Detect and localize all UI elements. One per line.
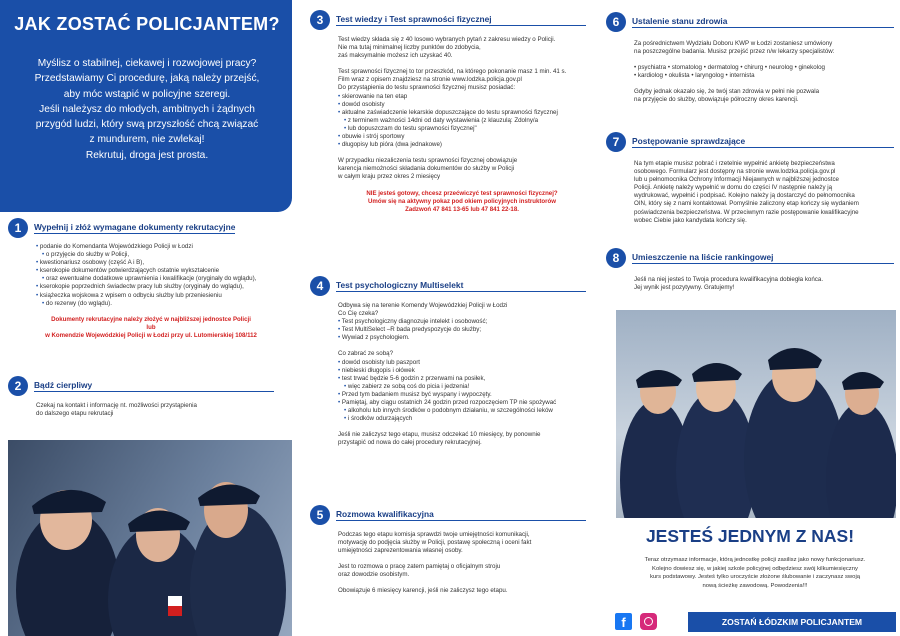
page-title: JAK ZOSTAĆ POLICJANTEM? (14, 14, 280, 34)
hero-line: Przedstawiamy Ci procedurę, jaką należy przejść, (34, 73, 260, 85)
text-line: Co zabrać ze sobą? (338, 350, 394, 358)
step-text (634, 160, 896, 225)
step-number: 5 (310, 505, 330, 525)
hero-line: Jeśli należysz do młodych, ambitnych i żądnych (39, 103, 255, 115)
step-title: Umieszczenie na liście rankingowej (632, 252, 894, 264)
text-line: Film wraz z opisem znajdziesz na stronie www.lodzka.policja.gov.pl (338, 76, 522, 84)
text-line: poświadczenia bezpieczeństwa. W przeciwnym razie postępowanie kwalifikacyjne (634, 208, 859, 216)
step-title: Ustalenie stanu zdrowia (632, 16, 894, 28)
text-line: osobowego. Formularz jest dostępny na stronie www.lodzka.policja.gov.pl (634, 168, 836, 176)
list-item: • z terminem ważności 14dni od daty wystawienia (z klauzulą: Zdolny/a (338, 117, 594, 125)
specialist-chip: • dermatolog (703, 64, 739, 72)
bring-list (338, 359, 594, 424)
note-line: lub (146, 323, 156, 331)
hero-line: przygód ludzi, który swą przyszłość chcą związać (35, 119, 259, 131)
step-8 (606, 248, 896, 292)
text-line: Do przystąpienia do testu sprawności fizycznej musisz posiadać: (338, 84, 516, 92)
step-3 (310, 10, 594, 214)
text-line: przystąpić od nowa do całej procedury rekrutacyjnej. (338, 439, 482, 447)
column-left (0, 0, 300, 636)
list-item: • aktualne zaświadczenie lekarskie dopuszczające do testu sprawności fizycznej (338, 109, 594, 117)
step-number: 3 (310, 10, 330, 30)
list-item: • Przed tym badaniem musisz być wyspany i wypoczęty. (338, 391, 594, 399)
step-title: Rozmowa kwalifikacyjna (336, 509, 586, 521)
officers-illustration (8, 440, 292, 636)
step-6 (606, 12, 896, 105)
text-line: umiejętności zaprezentowania własnej osoby. (338, 547, 463, 555)
text-line: Czekaj na kontakt i informację nt. możliwości przystąpienia (36, 402, 197, 409)
hero-line: aby móc wstąpić w policyjne szeregi. (63, 88, 231, 100)
specialist-chip: • okulista (664, 72, 690, 80)
police-officers-photo-left (8, 440, 292, 636)
join-us-text (614, 556, 896, 590)
text-line: motywację do podjęcia służby w Policji, postawę społeczną i oceni fakt (338, 539, 532, 547)
list-item: • dowód osobisty lub paszport (338, 359, 594, 367)
note-line: Umów się na aktywny pokaz pod okiem policyjnych instruktorów (368, 197, 556, 205)
column-right (600, 0, 900, 636)
list-item: • alkoholu lub innych środków o podobnym działaniu, w szczególności leków (338, 407, 594, 415)
step-number: 2 (8, 376, 28, 396)
list-item: • lub dopuszczam do testu sprawności fizycznej" (338, 125, 594, 133)
text-line: na poszczególne badania. Musisz przejść przez n/w lekarzy specjalistów: (634, 48, 835, 56)
text-line: Test wiedzy składa się z 40 losowo wybranych pytań z zakresu wiedzy o Policji. (338, 36, 556, 43)
note-line: Zadzwoń 47 841 13-65 lub 47 841 22-18. (405, 205, 519, 213)
text-line: Podczas tego etapu komisja sprawdzi twoje umiejętności komunikacji, (338, 531, 530, 538)
text-line: Jest to rozmowa o pracę zatem pamiętaj o oficjalnym stroju (338, 563, 501, 571)
specialist-chip: • ginekolog (794, 64, 825, 72)
specialist-chip: • stomatolog (667, 64, 702, 72)
text-line: oraz dowodzie osobistym. (338, 571, 410, 579)
column-middle (300, 0, 600, 636)
document-list (36, 243, 294, 308)
list-item: • • o przyjęcie do służby w Policji, (36, 251, 294, 259)
text-line: Za pośrednictwem Wydziału Doboru KWP w Łodzi zostaniesz umówiony (634, 40, 833, 47)
step-text (338, 531, 594, 596)
text-line: Nie ma tutaj minimalnej liczby punktów do zdobycia, (338, 44, 481, 52)
text-line: OIN, który się z nami kontaktował. Pomyślnie zaliczony etap kończy się wydaniem (634, 200, 859, 208)
list-item: • • kserokopie dokumentów potwierdzających ostatnie wykształcenie (36, 267, 294, 275)
specialist-chip: • psychiatra (634, 64, 667, 72)
text-line: na przyjęcie do służby, obowiązuje półroczny okres karencji. (634, 96, 799, 104)
step-text (36, 402, 294, 418)
text-line: Na tym etapie musisz pobrać i rzetelnie wypełnić ankietę bezpieczeństwa (634, 160, 835, 167)
specialists-list (634, 64, 896, 80)
specialist-chip: • kardiolog (634, 72, 664, 80)
hero-line: z mundurem, nie zwlekaj! (89, 134, 205, 146)
list-item: • długopisy lub pióra (dwa jednakowe) (338, 141, 594, 149)
facebook-icon[interactable]: f (615, 613, 632, 630)
step-7 (606, 132, 896, 225)
text-line: Co Cię czeka? (338, 310, 379, 318)
note-line: w Komendzie Wojewódzkiej Policji w Łodzi przy ul. Lutomierskiej 108/112 (45, 331, 257, 339)
step-title: Test wiedzy i Test sprawności fizycznej (336, 14, 586, 26)
specialist-chip: • internista (725, 72, 755, 80)
text-line: kurs podstawowy. Jesteś tylko uroczyście złożone ślubowanie i zaczynasz swoją (649, 574, 861, 581)
hero-banner (0, 0, 292, 212)
step-text (338, 36, 594, 182)
specialist-chip: • neurolog (764, 64, 793, 72)
list-item: • więc zabierz ze sobą coś do picia i jedzenia! (338, 383, 594, 391)
requirements-list (338, 93, 594, 150)
step-number: 8 (606, 248, 626, 268)
text-line: Jeśli nie zaliczysz tego etapu, musisz odczekać 10 miesięcy, by ponownie (338, 431, 541, 439)
text-line: karencja niemożności składania dokumentów do służby w Policji (338, 165, 515, 173)
step-title: Postępowanie sprawdzające (632, 136, 894, 148)
list-item: • Wywiad z psychologiem. (338, 334, 594, 342)
text-line: zaś maksymalnie możesz ich uzyskać 40. (338, 52, 453, 60)
text-line: wobec Ciebie jako kandydata kończy się. (634, 216, 747, 224)
training-note (330, 190, 594, 214)
list-item: • niebieski długopis i ołówek (338, 367, 594, 375)
step-title: Wypełnij i złóż wymagane dokumenty rekrutacyjne (34, 222, 236, 232)
text-line: lub u pełnomocnika Ochrony Informacji Niejawnych w najbliższej jednostce (634, 176, 839, 184)
submission-note (8, 316, 294, 340)
text-line: Test sprawności fizycznej to tor przeszkód, na którego pokonanie masz 1 min. 41 s. (338, 68, 567, 76)
specialist-chip: • laryngolog (691, 72, 724, 80)
list-item: • obuwie i strój sportowy (338, 133, 594, 141)
list-item: • Test psychologiczny diagnozuje intelekt i osobowość; (338, 318, 594, 326)
text-line: Kolejno dowiesz się, w jakiej szkole policyjnej odbędziesz swój kilkumiesięczny (652, 565, 858, 572)
step-title: Bądź cierpliwy (34, 380, 274, 392)
specialist-chip: • chirurg (740, 64, 764, 72)
step-text (634, 276, 896, 292)
text-line: do dalszego etapu rekrutacji (36, 410, 114, 418)
text-line: nową ścieżkę zawodową. Powodzenia!!! (702, 582, 808, 589)
list-item: • • do rezerwy (do wglądu). (36, 300, 294, 308)
footer-slogan: ZOSTAŃ ŁÓDZKIM POLICJANTEM (688, 612, 896, 632)
step-2 (8, 376, 294, 418)
footer (600, 612, 900, 636)
list-item: • • podanie do Komendanta Wojewódzkiego Policji w Łodzi (36, 243, 294, 251)
instagram-icon[interactable] (640, 613, 657, 630)
test-list (338, 318, 594, 342)
hero-line: Myślisz o stabilnej, ciekawej i rozwojowej pracy? (37, 58, 257, 69)
hero-text (10, 56, 284, 163)
text-line: Gdyby jednak okazało się, że twój stan zdrowia w pełni nie pozwala (634, 88, 820, 96)
list-item: • • kwestionariusz osobowy (część A i B), (36, 259, 294, 267)
text-line: w całym kraju przez okres 2 miesięcy (338, 173, 441, 181)
note-line: Dokumenty rekrutacyjne należy złożyć w najbliższej jednostce Policji (51, 315, 251, 323)
step-text (338, 302, 594, 448)
note-line: NIE jesteś gotowy, chcesz przećwiczyć test sprawności fizycznej? (366, 189, 558, 197)
list-item: • • książeczka wojskowa z wpisem o odbyciu służby lub przeniesieniu (36, 292, 294, 300)
text-line: Teraz otrzymasz informacje, którą jednostkę policji zasilisz jako nowy funkcjonariusz. (644, 557, 866, 563)
list-item: • • oraz ewentualne dodatkowe uprawnienia i kwalifikacje (oryginały do wglądu), (36, 275, 294, 283)
join-us-heading: JESTEŚ JEDNYM Z NAS! (645, 526, 855, 546)
step-5 (310, 505, 594, 596)
step-text (634, 40, 896, 105)
officers-illustration (616, 310, 896, 518)
list-item: • • kserokopie poprzednich świadectw pracy lub służby (oryginały do wglądu), (36, 283, 294, 291)
step-number: 6 (606, 12, 626, 32)
step-number: 1 (8, 218, 28, 238)
text-line: W przypadku niezaliczenia testu sprawności fizycznej obowiązuje (338, 157, 518, 165)
list-item: • Pamiętaj, aby ciągu ostatnich 24 godzin przed rozpoczęciem TP nie spożywać (338, 399, 594, 407)
hero-line: Rekrutuj, droga jest prosta. (85, 149, 209, 161)
step-number: 7 (606, 132, 626, 152)
step-number: 4 (310, 276, 330, 296)
police-officers-photo-right (616, 310, 896, 518)
text-line: Jej wynik jest pozytywny. Gratujemy! (634, 284, 735, 292)
list-item: • test trwać będzie 5-6 godzin z przerwami na posiłek, (338, 375, 594, 383)
text-line: Policji. Ankietę należy wypełnić w domu do części IV następnie należy ją (634, 184, 833, 192)
text-line: Odbywa się na terenie Komendy Wojewódzkiej Policji w Łodzi (338, 302, 508, 309)
step-title: Test psychologiczny Multiselekt (336, 280, 586, 292)
text-line: wydrukować, wypełnić i podpisać. Kolejno należy ją dostarczyć do pełnomocnika (634, 192, 855, 200)
list-item: • dowód osobisty (338, 101, 594, 109)
text-line: Jeśli na niej jesteś to Twoja procedura kwalifikacyjna dobiegła końca. (634, 276, 824, 283)
list-item: • Test MultiSelect –R bada predyspozycje do służby; (338, 326, 594, 334)
list-item: • i środków odurzających (338, 415, 594, 423)
list-item: • skierowanie na ten etap (338, 93, 594, 101)
step-1 (8, 218, 294, 340)
text-line: Obowiązuje 6 miesięcy karencji, jeśli nie zaliczysz tego etapu. (338, 587, 508, 595)
step-4 (310, 276, 594, 448)
